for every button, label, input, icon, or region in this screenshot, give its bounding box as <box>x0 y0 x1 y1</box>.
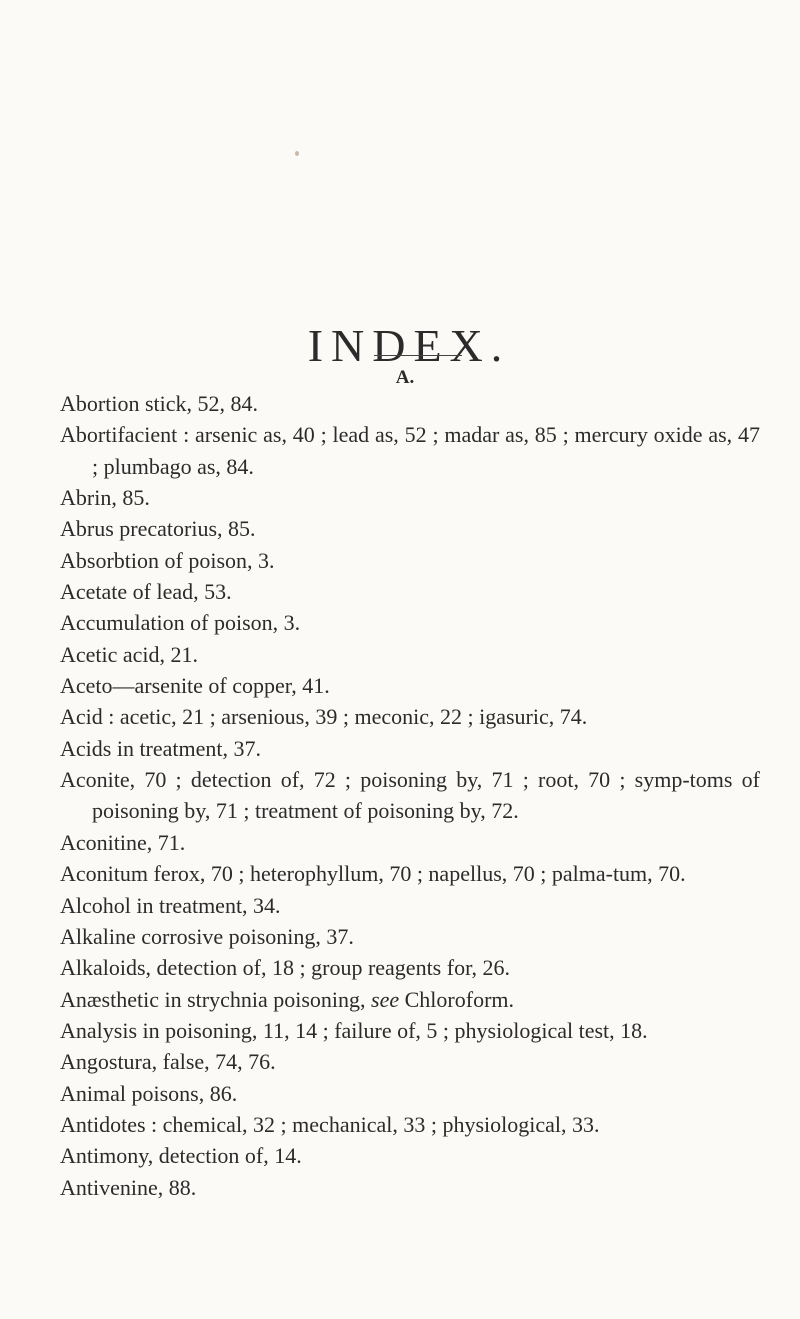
index-entries <box>60 388 760 1203</box>
index-entry: Antivenine, 88. <box>60 1174 197 1200</box>
index-entry: Abortion stick, 52, 84. <box>60 391 258 416</box>
index-entry: Alkaloids, detection of, 18 ; group reagents for, 26. <box>60 955 511 981</box>
page-title: INDEX. <box>307 319 511 371</box>
index-entry: Antidotes : chemical, 32 ; mechanical, 33 ; physiological, 33. <box>60 1111 600 1137</box>
index-entry: Acids in treatment, 37. <box>60 735 262 761</box>
index-entry: Abrin, 85. <box>60 485 150 511</box>
index-entry: Aconitum ferox, 70 ; heterophyllum, 70 ; napellus, 70 ; palma-tum, 70. <box>60 861 686 887</box>
index-entry: Animal poisons, 86. <box>60 1080 238 1106</box>
index-entry: Angostura, false, 74, 76. <box>60 1049 276 1075</box>
index-entry: Acetic acid, 21. <box>60 641 199 667</box>
index-entry: Absorbtion of poison, 3. <box>60 547 275 573</box>
section-heading: A. <box>395 367 415 388</box>
entry-text: Chloroform. <box>399 986 515 1012</box>
paper-speck <box>295 151 299 156</box>
entry-see-reference: see <box>371 986 400 1012</box>
index-entry: Aconitine, 71. <box>60 829 186 855</box>
index-entry <box>60 984 760 1015</box>
index-entry: Aconite, 70 ; detection of, 72 ; poisoning by, 71 ; root, 70 ; symp-toms of poisoning by, 71 ; treatment of poisoning by, 72. <box>60 767 760 824</box>
index-entry: Abortifacient : arsenic as, 40 ; lead as, 52 ; madar as, 85 ; mercury oxide as, 47 ; plumbago as, 84. <box>60 422 760 479</box>
title-rule <box>374 355 462 356</box>
index-entry: Acid : acetic, 21 ; arsenious, 39 ; meconic, 22 ; igasuric, 74. <box>60 704 588 730</box>
index-entry: Aceto—arsenite of copper, 41. <box>60 673 330 699</box>
index-entry: Analysis in poisoning, 11, 14 ; failure of, 5 ; physiological test, 18. <box>60 1017 648 1043</box>
index-entry: Alkaline corrosive poisoning, 37. <box>60 923 354 949</box>
index-entry: Alcohol in treatment, 34. <box>60 892 281 918</box>
index-entry: Abrus precatorius, 85. <box>60 516 256 542</box>
index-entry: Antimony, detection of, 14. <box>60 1143 302 1169</box>
entry-text: Anæsthetic in strychnia poisoning, <box>60 986 372 1012</box>
index-entry: Accumulation of poison, 3. <box>60 610 301 636</box>
index-entry: Acetate of lead, 53. <box>60 579 232 605</box>
